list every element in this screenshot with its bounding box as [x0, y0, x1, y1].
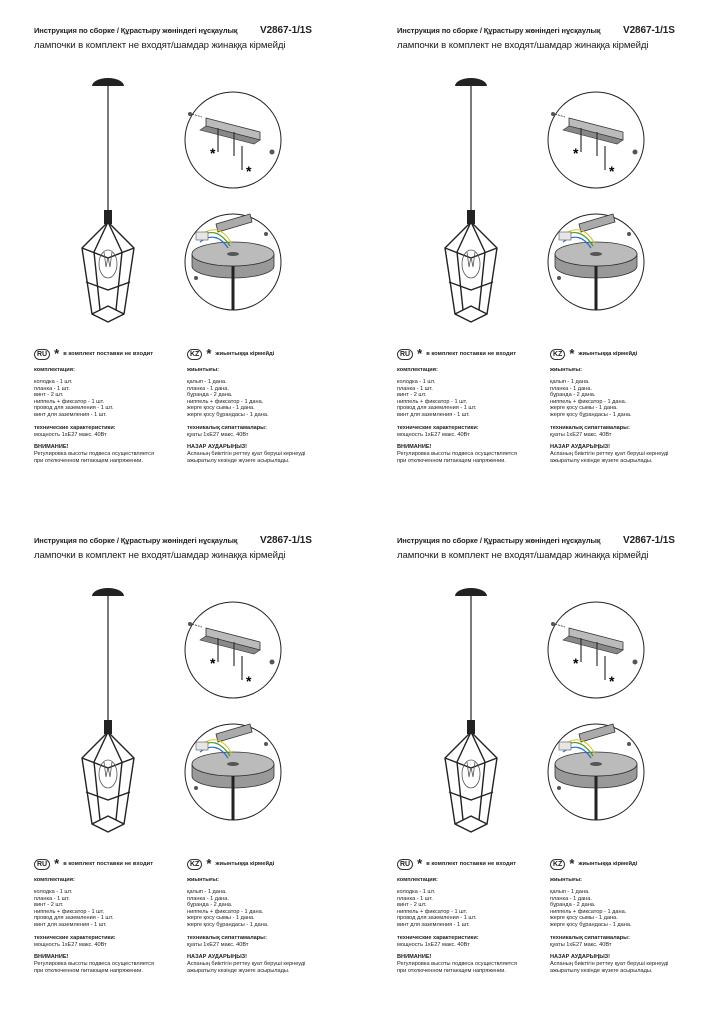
instruction-panel	[393, 22, 723, 512]
list-item: қалып - 1 дана.	[550, 889, 590, 895]
list-item: колодка - 1 шт.	[34, 379, 73, 385]
list-item: ажыратылу кезінде жүзеге асырылады.	[187, 457, 290, 464]
list-item: Регулировка высоты подвеса осуществляется	[34, 451, 154, 458]
ru-kit-list	[34, 889, 184, 929]
model-number: V2867-1/1S	[260, 535, 312, 546]
assembly-illustration	[30, 562, 360, 852]
kz-not-included-note: жиынтыққа кірмейді	[215, 861, 275, 867]
kz-kit-list	[187, 379, 357, 419]
list-item: винт - 2 шт.	[397, 902, 427, 909]
list-item: при отключенном питающем напряжении.	[34, 457, 143, 464]
list-item: жерге қосу бұрандасы - 1 дана.	[187, 411, 269, 418]
ru-warning-text	[397, 961, 547, 974]
kz-tech-spec: қуаты 1хЕ27 макс. 40Вт	[187, 431, 249, 438]
ru-badge: RU	[34, 859, 50, 870]
asterisk-icon: *	[54, 856, 60, 871]
ru-warning-heading: ВНИМАНИЕ!	[397, 954, 432, 961]
ru-warning-heading: ВНИМАНИЕ!	[397, 444, 432, 451]
ru-tech-heading: технические характеристики:	[34, 934, 116, 941]
panel-title	[397, 26, 717, 35]
list-item: жерге қосу бұрандасы - 1 дана.	[187, 921, 269, 928]
ru-tech-spec: мощность 1хЕ27 макс. 40Вт	[397, 941, 470, 948]
list-item: жерге қосу сымы - 1 дана.	[187, 915, 255, 922]
kz-section	[550, 857, 720, 974]
list-item: жерге қосу сымы - 1 дана.	[550, 405, 618, 412]
kz-warning-heading: НАЗАР АУДАРЫҢЫЗ!	[187, 954, 248, 961]
instruction-panel	[30, 532, 360, 1022]
svg-text:*: *	[210, 145, 216, 161]
svg-text:*: *	[609, 673, 615, 689]
list-item: при отключенном питающем напряжении.	[34, 967, 143, 974]
list-item: ниппель + фиксатор - 1 дана.	[187, 398, 264, 405]
list-item: ниппель + фиксатор - 1 дана.	[550, 398, 627, 405]
title-text: Инструкция по сборке / Құрастыру жөніндегі нұсқаулық	[397, 536, 601, 545]
list-item: винт для заземления - 1 шт.	[397, 411, 470, 418]
kz-section	[187, 857, 357, 974]
kz-badge: KZ	[550, 859, 565, 870]
list-item: при отключенном питающем напряжении.	[397, 457, 506, 464]
ru-not-included-note: в комплект поставки не входит	[63, 861, 154, 867]
asterisk-icon: *	[206, 346, 212, 361]
kz-kit-list	[550, 889, 720, 929]
assembly-illustration	[393, 52, 723, 342]
ru-kit-heading: комплектация:	[34, 877, 75, 883]
list-item: планка - 1 дана.	[187, 385, 229, 392]
pendant-lamp-drawing	[445, 588, 497, 832]
ru-tech-spec: мощность 1хЕ27 макс. 40Вт	[397, 431, 470, 438]
kz-kit-list	[187, 889, 357, 929]
kz-warning-text	[550, 451, 720, 464]
ru-warning-text	[34, 961, 184, 974]
ru-tech-spec: мощность 1хЕ27 макс. 40Вт	[34, 431, 107, 438]
list-item: винт для заземления - 1 шт.	[34, 921, 107, 928]
svg-text:*: *	[246, 673, 252, 689]
ru-kit-heading: комплектация:	[34, 367, 75, 373]
svg-text:*: *	[573, 145, 579, 161]
model-number: V2867-1/1S	[623, 535, 675, 546]
list-item: планка - 1 шт.	[34, 385, 70, 392]
model-number: V2867-1/1S	[623, 25, 675, 36]
list-item: жерге қосу сымы - 1 дана.	[550, 915, 618, 922]
list-item: ниппель + фиксатор - 1 шт.	[34, 908, 105, 915]
detail-canopy-drawing	[548, 214, 644, 310]
bulbs-note: лампочки в комплект не входят/шамдар жинаққа кірмейді	[34, 550, 286, 561]
list-item: винт - 2 шт.	[34, 902, 64, 909]
kz-badge: KZ	[187, 349, 202, 360]
list-item: колодка - 1 шт.	[397, 379, 436, 385]
list-item: ниппель + фиксатор - 1 шт.	[34, 398, 105, 405]
list-item: ажыратылу кезінде жүзеге асырылады.	[550, 457, 653, 464]
asterisk-icon: *	[417, 856, 423, 871]
list-item: бұранда - 2 дана.	[550, 902, 596, 909]
kz-tech-heading: техникалық сипаттамалары:	[550, 424, 630, 431]
list-item: винт для заземления - 1 шт.	[397, 921, 470, 928]
list-item: винт для заземления - 1 шт.	[34, 411, 107, 418]
list-item: Аспаның биіктігін реттеу қуат беруші кернеуді	[187, 451, 306, 458]
kz-section	[550, 347, 720, 464]
kz-not-included-note: жиынтыққа кірмейді	[578, 351, 638, 357]
title-text: Инструкция по сборке / Құрастыру жөніндегі нұсқаулық	[397, 26, 601, 35]
ru-warning-heading: ВНИМАНИЕ!	[34, 954, 69, 961]
kz-not-included-note: жиынтыққа кірмейді	[215, 351, 275, 357]
list-item: ниппель + фиксатор - 1 дана.	[550, 908, 627, 915]
list-item: Регулировка высоты подвеса осуществляется	[34, 961, 154, 968]
instruction-panel	[30, 22, 360, 512]
asterisk-icon: *	[569, 856, 575, 871]
list-item: қалып - 1 дана.	[550, 379, 590, 385]
ru-kit-heading: комплектация:	[397, 367, 438, 373]
list-item: провод для заземления - 1 шт.	[397, 915, 477, 922]
ru-tech-heading: технические характеристики:	[397, 424, 479, 431]
title-text: Инструкция по сборке / Құрастыру жөніндегі нұсқаулық	[34, 536, 238, 545]
list-item: жерге қосу бұрандасы - 1 дана.	[550, 921, 632, 928]
list-item: ниппель + фиксатор - 1 дана.	[187, 908, 264, 915]
kz-kit-heading: жиынтығы:	[550, 877, 583, 883]
detail-bracket-drawing	[548, 92, 644, 188]
pendant-lamp-drawing	[82, 78, 134, 322]
list-item: планка - 1 шт.	[397, 385, 433, 392]
list-item: планка - 1 шт.	[34, 895, 70, 902]
kz-tech-spec: қуаты 1хЕ27 макс. 40Вт	[550, 431, 612, 438]
ru-tech-heading: технические характеристики:	[397, 934, 479, 941]
list-item: планка - 1 дана.	[187, 895, 229, 902]
list-item: Аспаның биіктігін реттеу қуат беруші кернеуді	[550, 961, 669, 968]
detail-bracket-drawing	[548, 602, 644, 698]
kz-warning-heading: НАЗАР АУДАРЫҢЫЗ!	[550, 954, 611, 961]
list-item: жерге қосу сымы - 1 дана.	[187, 405, 255, 412]
list-item: при отключенном питающем напряжении.	[397, 967, 506, 974]
ru-badge: RU	[34, 349, 50, 360]
model-number: V2867-1/1S	[260, 25, 312, 36]
kz-tech-spec: қуаты 1хЕ27 макс. 40Вт	[187, 941, 249, 948]
list-item: винт - 2 шт.	[397, 392, 427, 399]
ru-not-included-note: в комплект поставки не входит	[63, 351, 154, 357]
ru-kit-heading: комплектация:	[397, 877, 438, 883]
bulbs-note: лампочки в комплект не входят/шамдар жинаққа кірмейді	[397, 40, 649, 51]
ru-warning-text	[397, 451, 547, 464]
panel-title	[34, 26, 354, 35]
detail-canopy-drawing	[185, 724, 281, 820]
asterisk-icon: *	[206, 856, 212, 871]
ru-not-included-note: в комплект поставки не входит	[426, 351, 517, 357]
list-item: қалып - 1 дана.	[187, 379, 227, 385]
ru-badge: RU	[397, 859, 413, 870]
instruction-panel	[393, 532, 723, 1022]
kz-badge: KZ	[550, 349, 565, 360]
detail-canopy-drawing	[548, 724, 644, 820]
bulbs-note: лампочки в комплект не входят/шамдар жинаққа кірмейді	[397, 550, 649, 561]
list-item: Регулировка высоты подвеса осуществляется	[397, 451, 517, 458]
list-item: ажыратылу кезінде жүзеге асырылады.	[550, 967, 653, 974]
asterisk-icon: *	[417, 346, 423, 361]
svg-text:*: *	[573, 655, 579, 671]
list-item: бұранда - 2 дана.	[187, 902, 233, 909]
list-item: жерге қосу бұрандасы - 1 дана.	[550, 411, 632, 418]
ru-kit-list	[397, 379, 547, 419]
asterisk-icon: *	[569, 346, 575, 361]
kz-tech-heading: техникалық сипаттамалары:	[187, 424, 267, 431]
list-item: Аспаның биіктігін реттеу қуат беруші кернеуді	[550, 451, 669, 458]
kz-tech-heading: техникалық сипаттамалары:	[187, 934, 267, 941]
list-item: ажыратылу кезінде жүзеге асырылады.	[187, 967, 290, 974]
kz-tech-spec: қуаты 1хЕ27 макс. 40Вт	[550, 941, 612, 948]
ru-kit-list	[34, 379, 184, 419]
list-item: планка - 1 дана.	[550, 895, 592, 902]
ru-section	[397, 857, 547, 974]
kz-warning-heading: НАЗАР АУДАРЫҢЫЗ!	[550, 444, 611, 451]
list-item: провод для заземления - 1 шт.	[34, 915, 114, 922]
list-item: планка - 1 шт.	[397, 895, 433, 902]
svg-text:*: *	[246, 163, 252, 179]
ru-kit-list	[397, 889, 547, 929]
kz-warning-text	[187, 451, 357, 464]
detail-canopy-drawing	[185, 214, 281, 310]
kz-warning-text	[187, 961, 357, 974]
ru-badge: RU	[397, 349, 413, 360]
list-item: бұранда - 2 дана.	[550, 392, 596, 399]
list-item: колодка - 1 шт.	[397, 889, 436, 895]
pendant-lamp-drawing	[445, 78, 497, 322]
ru-section	[34, 347, 184, 464]
list-item: провод для заземления - 1 шт.	[34, 405, 114, 412]
kz-warning-heading: НАЗАР АУДАРЫҢЫЗ!	[187, 444, 248, 451]
kz-badge: KZ	[187, 859, 202, 870]
bulbs-note: лампочки в комплект не входят/шамдар жинаққа кірмейді	[34, 40, 286, 51]
kz-tech-heading: техникалық сипаттамалары:	[550, 934, 630, 941]
list-item: Регулировка высоты подвеса осуществляется	[397, 961, 517, 968]
kz-section	[187, 347, 357, 464]
pendant-lamp-drawing	[82, 588, 134, 832]
list-item: винт - 2 шт.	[34, 392, 64, 399]
kz-not-included-note: жиынтыққа кірмейді	[578, 861, 638, 867]
assembly-illustration	[393, 562, 723, 852]
list-item: ниппель + фиксатор - 1 шт.	[397, 908, 468, 915]
list-item: провод для заземления - 1 шт.	[397, 405, 477, 412]
detail-bracket-drawing	[185, 92, 281, 188]
ru-tech-spec: мощность 1хЕ27 макс. 40Вт	[34, 941, 107, 948]
panel-title	[397, 536, 717, 545]
detail-bracket-drawing	[185, 602, 281, 698]
kz-kit-list	[550, 379, 720, 419]
panel-title	[34, 536, 354, 545]
list-item: планка - 1 дана.	[550, 385, 592, 392]
kz-warning-text	[550, 961, 720, 974]
ru-warning-text	[34, 451, 184, 464]
list-item: қалып - 1 дана.	[187, 889, 227, 895]
kz-kit-heading: жиынтығы:	[187, 877, 220, 883]
ru-warning-heading: ВНИМАНИЕ!	[34, 444, 69, 451]
ru-not-included-note: в комплект поставки не входит	[426, 861, 517, 867]
list-item: бұранда - 2 дана.	[187, 392, 233, 399]
list-item: Аспаның биіктігін реттеу қуат беруші кернеуді	[187, 961, 306, 968]
ru-section	[397, 347, 547, 464]
svg-text:*: *	[609, 163, 615, 179]
ru-tech-heading: технические характеристики:	[34, 424, 116, 431]
list-item: ниппель + фиксатор - 1 шт.	[397, 398, 468, 405]
svg-text:*: *	[210, 655, 216, 671]
kz-kit-heading: жиынтығы:	[550, 367, 583, 373]
list-item: колодка - 1 шт.	[34, 889, 73, 895]
kz-kit-heading: жиынтығы:	[187, 367, 220, 373]
asterisk-icon: *	[54, 346, 60, 361]
ru-section	[34, 857, 184, 974]
title-text: Инструкция по сборке / Құрастыру жөніндегі нұсқаулық	[34, 26, 238, 35]
assembly-illustration	[30, 52, 360, 342]
